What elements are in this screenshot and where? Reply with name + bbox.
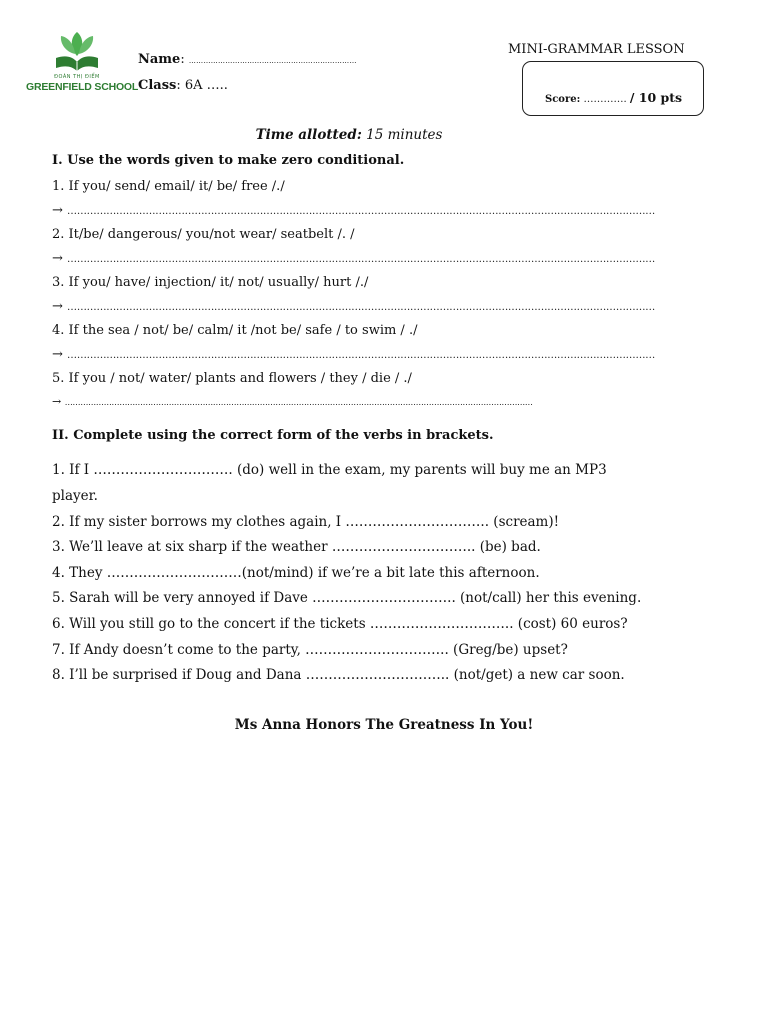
footer-motto: Ms Anna Honors The Greatness In You!: [234, 717, 534, 733]
arrow-icon: →: [52, 299, 63, 314]
section-2-title: II. Complete using the correct form of the verbs in brackets.: [52, 428, 494, 443]
exercise-line-3: 3. We’ll leave at six sharp if the weather ………………………….. (be) bad.: [52, 539, 541, 555]
answer-line-2[interactable]: → ………………………………………………………………………………………………………………………………………………………………: [52, 251, 656, 266]
question-5: 5. If you / not/ water/ plants and flowers / they / die / ./: [52, 371, 412, 386]
question-1: 1. If you/ send/ email/ it/ be/ free /./: [52, 179, 285, 194]
answer-line-1[interactable]: → ………………………………………………………………………………………………………………………………………………………………: [52, 203, 656, 218]
name-blank: ……………………………………………………………: [188, 57, 357, 65]
exercise-line-4: 4. They …………………………(not/mind) if we’re a bit late this afternoon.: [52, 565, 540, 581]
exercise-line-7: 7. If Andy doesn’t come to the party, ………………………….. (Greg/be) upset?: [52, 642, 568, 658]
answer-line-3[interactable]: → ………………………………………………………………………………………………………………………………………………………………: [52, 299, 656, 314]
score-total: / 10 pts: [629, 90, 683, 105]
answer-line-5[interactable]: → ………………………………………………………………………………………………………………………………………………………………: [52, 395, 533, 408]
class-label: Class: [138, 78, 177, 93]
class-value: 6A …..: [184, 78, 228, 93]
exercise-line-8: 8. I’ll be surprised if Doug and Dana ………………………….. (not/get) a new car soon.: [52, 667, 625, 683]
arrow-icon: →: [52, 347, 63, 362]
score-box[interactable]: [522, 61, 704, 116]
class-field: Class: 6A …..: [138, 78, 228, 93]
exercise-line-6: 6. Will you still go to the concert if the tickets ………………………….. (cost) 60 euros?: [52, 616, 628, 632]
time-allotted: [0, 127, 698, 143]
score-blank: ………….: [583, 94, 627, 105]
exercise-line-1: 1. If I …………………………. (do) well in the exam, my parents will buy me an MP3: [52, 462, 607, 478]
exercise-line-1-cont: player.: [52, 488, 98, 504]
section-1-title: I. Use the words given to make zero conditional.: [52, 153, 405, 168]
arrow-icon: →: [52, 251, 63, 266]
question-2: 2. It/be/ dangerous/ you/not wear/ seatbelt /. /: [52, 227, 355, 242]
leaf-book-icon: [50, 28, 104, 74]
score-label: Score:: [545, 94, 581, 105]
question-4: 4. If the sea / not/ be/ calm/ it /not be/ safe / to swim / ./: [52, 323, 418, 338]
name-label: Name: [138, 52, 181, 67]
lesson-title: MINI-GRAMMAR LESSON: [508, 42, 685, 57]
logo-subtitle: ĐOÀN THỊ ĐIỂM: [54, 74, 100, 80]
score-line: [545, 90, 682, 105]
answer-line-4[interactable]: → ………………………………………………………………………………………………………………………………………………………………: [52, 347, 656, 362]
arrow-icon: →: [52, 395, 62, 408]
arrow-icon: →: [52, 203, 63, 218]
exercise-line-5: 5. Sarah will be very annoyed if Dave ………………………….. (not/call) her this evening.: [52, 590, 642, 606]
time-value: 15 minutes: [366, 127, 443, 143]
exercise-line-2: 2. If my sister borrows my clothes again, I ………………………….. (scream)!: [52, 514, 560, 530]
logo-school-name: GREENFIELD SCHOOL: [26, 81, 139, 93]
question-3: 3. If you/ have/ injection/ it/ not/ usually/ hurt /./: [52, 275, 369, 290]
school-logo: [26, 28, 139, 98]
name-field[interactable]: Name: ……………………………………………………………: [138, 52, 357, 67]
time-label: Time allotted:: [255, 127, 362, 143]
